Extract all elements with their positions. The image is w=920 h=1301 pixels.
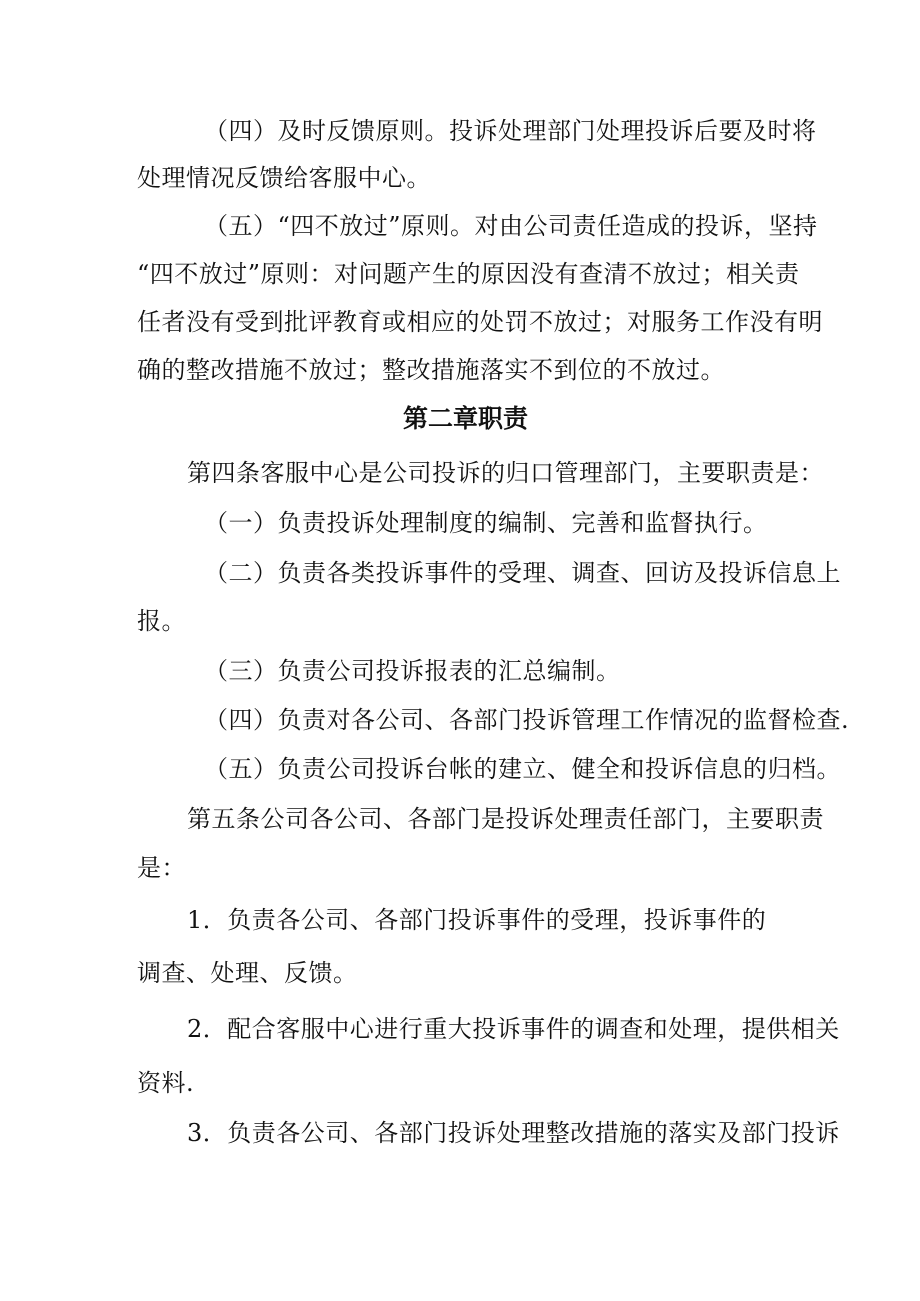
- paragraph-line: （五）“四不放过”原则。对由公司责任造成的投诉，坚持: [204, 212, 818, 240]
- list-item: 2．配合客服中心进行重大投诉事件的调查和处理，提供相关: [187, 1015, 840, 1043]
- list-item-continuation: 资料.: [137, 1069, 195, 1097]
- article-intro-continuation: 是：: [137, 854, 186, 882]
- paragraph-line: （四）及时反馈原则。投诉处理部门处理投诉后要及时将: [204, 117, 817, 145]
- paragraph-line: “四不放过”原则：对问题产生的原因没有查清不放过；相关责: [137, 260, 800, 288]
- paragraph-line: 处理情况反馈给客服中心。: [137, 164, 431, 192]
- paragraph-line: 确的整改措施不放过；整改措施落实不到位的不放过。: [137, 356, 725, 384]
- list-item: （四）负责对各公司、各部门投诉管理工作情况的监督检查.: [204, 706, 850, 734]
- list-item: （三）负责公司投诉报表的汇总编制。: [204, 657, 621, 685]
- list-item: 3．负责各公司、各部门投诉处理整改措施的落实及部门投诉: [187, 1119, 840, 1147]
- list-item-continuation: 报。: [137, 607, 186, 635]
- list-item: 1．负责各公司、各部门投诉事件的受理，投诉事件的: [187, 906, 767, 934]
- chapter-title: 第二章职责: [403, 404, 529, 433]
- article-intro: 第五条公司各公司、各部门是投诉处理责任部门，主要职责: [187, 805, 824, 833]
- paragraph-line: 任者没有受到批评教育或相应的处罚不放过；对服务工作没有明: [137, 308, 823, 336]
- list-item: （五）负责公司投诉台帐的建立、健全和投诉信息的归档。: [204, 755, 841, 783]
- list-item-continuation: 调查、处理、反馈。: [137, 959, 358, 987]
- list-item: （一）负责投诉处理制度的编制、完善和监督执行。: [204, 509, 768, 537]
- article-intro: 第四条客服中心是公司投诉的归口管理部门，主要职责是：: [187, 459, 824, 487]
- list-item: （二）负责各类投诉事件的受理、调查、回访及投诉信息上: [204, 559, 841, 587]
